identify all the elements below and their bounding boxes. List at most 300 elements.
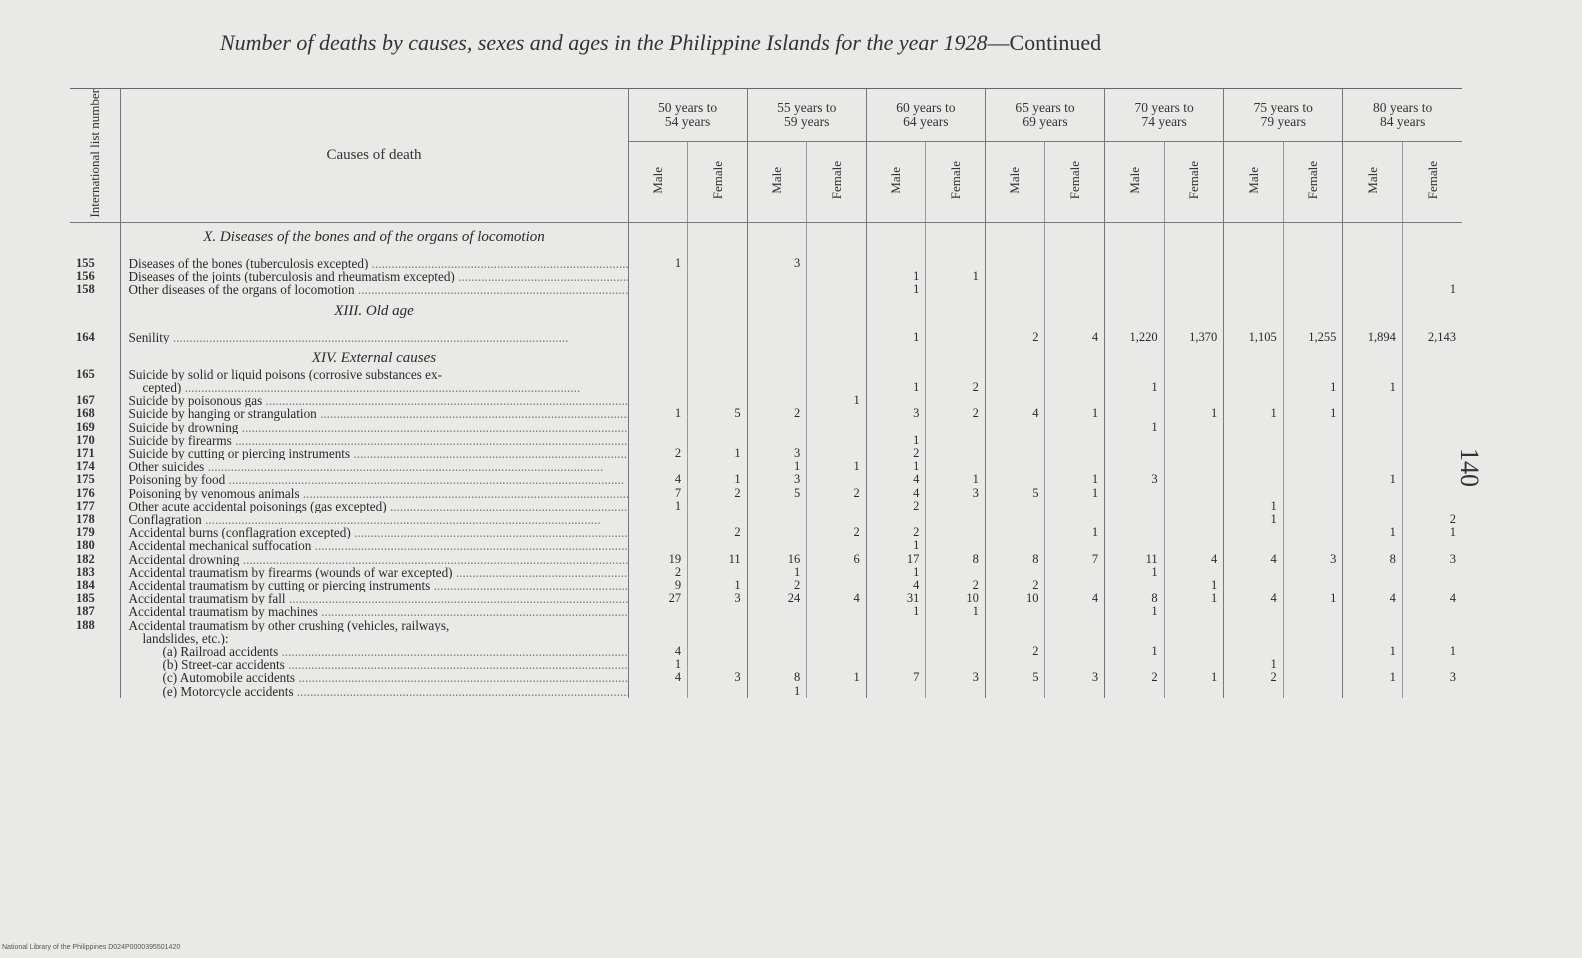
- table-row: [70, 283, 1462, 296]
- male-count: [1224, 579, 1284, 592]
- male-count: [985, 619, 1045, 632]
- female-count: [807, 407, 867, 420]
- male-count: [747, 283, 807, 296]
- female-count: [688, 257, 748, 270]
- list-number: 184: [76, 579, 95, 593]
- female-count: [807, 270, 867, 283]
- female-count: 8: [926, 553, 986, 566]
- table-row: [70, 579, 1462, 592]
- cause-of-death: [120, 500, 628, 513]
- male-count: [866, 619, 926, 632]
- male-count: [1343, 394, 1403, 407]
- female-count: [807, 331, 867, 344]
- table-row: [70, 460, 1462, 473]
- male-count: 8: [1105, 592, 1165, 605]
- list-number: [70, 658, 120, 671]
- table-row: [70, 407, 1462, 420]
- cause-label: landslides, etc.):: [142, 631, 229, 646]
- male-count: [747, 331, 807, 344]
- female-count: 1: [807, 460, 867, 473]
- male-count: [1343, 368, 1403, 381]
- female-count: 2: [926, 579, 986, 592]
- male-count: [1105, 685, 1165, 698]
- female-count: [688, 566, 748, 579]
- female-count: [1045, 283, 1105, 296]
- list-number: [70, 671, 120, 684]
- table-row: [70, 685, 1462, 698]
- male-count: [628, 421, 688, 434]
- male-count: [1224, 645, 1284, 658]
- female-count: [1164, 539, 1224, 552]
- male-count: [628, 685, 688, 698]
- female-count: 10: [926, 592, 986, 605]
- cause-of-death: [120, 526, 628, 539]
- female-count: [1402, 473, 1462, 486]
- list-number: 174: [76, 460, 95, 474]
- cause-label: Diseases of the bones (tuberculosis excepted): [128, 257, 369, 271]
- cause-label: Diseases of the joints (tuberculosis and rheumatism excepted): [128, 270, 455, 284]
- list-number: [70, 632, 120, 645]
- female-count: [1164, 566, 1224, 579]
- male-count: [866, 658, 926, 671]
- female-count: [1045, 394, 1105, 407]
- female-count: 1: [1402, 526, 1462, 539]
- male-count: 10: [985, 592, 1045, 605]
- list-number: 169: [76, 420, 95, 434]
- female-count: [1045, 632, 1105, 645]
- female-count: [688, 539, 748, 552]
- female-count: [926, 447, 986, 460]
- female-count: 1: [807, 671, 867, 684]
- table-row: [70, 434, 1462, 447]
- age-group-header: 65 years to 69 years: [985, 89, 1104, 142]
- cause-label: Suicide by poisonous gas: [128, 394, 263, 408]
- cause-label: Accidental traumatism by firearms (wounds of war excepted): [128, 565, 453, 580]
- male-count: [747, 421, 807, 434]
- male-count: 3: [747, 257, 807, 270]
- female-count: 1: [1045, 526, 1105, 539]
- male-count: 31: [866, 592, 926, 605]
- female-count: 2: [688, 487, 748, 500]
- male-count: [1224, 257, 1284, 270]
- female-count: 1: [1045, 473, 1105, 486]
- male-count: [1224, 526, 1284, 539]
- female-count: 1: [1164, 671, 1224, 684]
- male-count: 2: [747, 407, 807, 420]
- male-count: 16: [747, 553, 807, 566]
- male-count: [985, 447, 1045, 460]
- female-count: [807, 421, 867, 434]
- list-number: [70, 645, 120, 658]
- male-count: 19: [628, 553, 688, 566]
- female-count: 3: [926, 671, 986, 684]
- female-count: [1402, 539, 1462, 552]
- male-count: 4: [866, 473, 926, 486]
- cause-of-death: [120, 592, 628, 605]
- male-count: 4: [866, 579, 926, 592]
- male-header: Male: [866, 142, 926, 223]
- male-count: 1: [1105, 645, 1165, 658]
- male-count: [1343, 619, 1403, 632]
- male-count: 1: [866, 460, 926, 473]
- table-row: [70, 270, 1462, 283]
- female-count: [688, 685, 748, 698]
- male-count: 2: [985, 579, 1045, 592]
- female-count: 3: [1402, 553, 1462, 566]
- female-count: [1283, 460, 1343, 473]
- list-number: 188: [76, 618, 95, 632]
- list-number: 187: [76, 605, 95, 619]
- female-count: [807, 658, 867, 671]
- cause-of-death: [120, 421, 628, 434]
- male-count: [1105, 632, 1165, 645]
- table-row: [70, 605, 1462, 618]
- table-row: [70, 381, 1462, 394]
- table-row: [70, 553, 1462, 566]
- male-count: [985, 473, 1045, 486]
- cause-of-death: [120, 579, 628, 592]
- cause-label: (b) Street-car accidents: [162, 658, 285, 672]
- female-count: [926, 526, 986, 539]
- male-count: 1: [628, 257, 688, 270]
- female-count: [926, 331, 986, 344]
- female-count: [1283, 579, 1343, 592]
- male-header: Male: [985, 142, 1045, 223]
- section-title: XIV. External causes: [120, 344, 628, 368]
- male-count: [1105, 434, 1165, 447]
- cause-of-death: [120, 487, 628, 500]
- male-count: [1224, 394, 1284, 407]
- section-old-age: [70, 297, 1462, 321]
- male-count: 1: [866, 283, 926, 296]
- male-count: [1343, 487, 1403, 500]
- female-count: [1164, 421, 1224, 434]
- female-count: 4: [1045, 592, 1105, 605]
- male-header: Male: [747, 142, 807, 223]
- male-count: 4: [985, 407, 1045, 420]
- female-count: [1045, 368, 1105, 381]
- male-count: 1: [1343, 526, 1403, 539]
- female-count: 2: [688, 526, 748, 539]
- female-count: [1283, 566, 1343, 579]
- female-count: 1: [926, 605, 986, 618]
- female-count: [807, 473, 867, 486]
- female-count: [1045, 513, 1105, 526]
- female-count: [1164, 434, 1224, 447]
- male-count: [747, 368, 807, 381]
- female-count: [926, 257, 986, 270]
- female-count: [1402, 500, 1462, 513]
- male-count: [985, 421, 1045, 434]
- female-count: [688, 421, 748, 434]
- page-title: [220, 30, 1340, 56]
- female-count: 1: [1045, 487, 1105, 500]
- female-count: [807, 434, 867, 447]
- male-header: Male: [628, 142, 688, 223]
- female-count: 1: [1402, 645, 1462, 658]
- female-count: [688, 645, 748, 658]
- male-count: [628, 434, 688, 447]
- female-count: [926, 513, 986, 526]
- cause-of-death: [120, 447, 628, 460]
- female-header: Female: [1045, 142, 1105, 223]
- male-count: [1224, 460, 1284, 473]
- female-count: [926, 566, 986, 579]
- cause-label: Accidental traumatism by fall: [128, 592, 286, 606]
- list-number: 179: [76, 526, 95, 540]
- male-count: [1224, 632, 1284, 645]
- male-count: 2: [866, 447, 926, 460]
- cause-of-death: [120, 539, 628, 552]
- cause-label: Suicide by solid or liquid poisons (corrosive substances ex-: [128, 367, 443, 382]
- male-count: 4: [1343, 592, 1403, 605]
- list-number: 158: [76, 283, 95, 297]
- male-count: [1224, 487, 1284, 500]
- female-count: [1164, 605, 1224, 618]
- male-count: 1: [747, 566, 807, 579]
- female-count: [926, 434, 986, 447]
- female-count: [1283, 368, 1343, 381]
- list-number: 180: [76, 539, 95, 553]
- female-count: [1164, 500, 1224, 513]
- male-count: [628, 513, 688, 526]
- statistics-table-wrapper: [70, 88, 1462, 698]
- cause-of-death: [120, 368, 628, 381]
- female-count: 3: [926, 487, 986, 500]
- male-count: [985, 270, 1045, 283]
- female-count: 11: [688, 553, 748, 566]
- female-count: [807, 381, 867, 394]
- male-count: [1224, 270, 1284, 283]
- cause-of-death: [120, 460, 628, 473]
- female-count: [1045, 579, 1105, 592]
- female-count: 4: [807, 592, 867, 605]
- male-count: 1,105: [1224, 331, 1284, 344]
- female-count: 2: [926, 407, 986, 420]
- list-number: 176: [76, 486, 95, 500]
- male-count: 8: [747, 671, 807, 684]
- table-row: [70, 447, 1462, 460]
- female-count: [688, 381, 748, 394]
- male-count: [985, 526, 1045, 539]
- male-count: [628, 381, 688, 394]
- male-count: 24: [747, 592, 807, 605]
- male-count: 1: [628, 407, 688, 420]
- female-count: [807, 539, 867, 552]
- female-count: [688, 270, 748, 283]
- cause-of-death: [120, 658, 628, 671]
- cause-of-death: [120, 605, 628, 618]
- female-count: [1164, 270, 1224, 283]
- male-count: [628, 539, 688, 552]
- female-count: [1283, 487, 1343, 500]
- female-count: [1045, 460, 1105, 473]
- male-count: 1: [747, 685, 807, 698]
- male-count: [1343, 283, 1403, 296]
- table-row: [70, 487, 1462, 500]
- table-row: [70, 539, 1462, 552]
- female-count: 4: [1164, 553, 1224, 566]
- female-count: [1283, 539, 1343, 552]
- female-count: [807, 579, 867, 592]
- male-count: 9: [628, 579, 688, 592]
- female-count: 1: [1164, 407, 1224, 420]
- female-count: [1283, 434, 1343, 447]
- male-count: 1: [866, 539, 926, 552]
- list-number: 171: [76, 447, 95, 461]
- cause-of-death: [120, 257, 628, 270]
- male-count: 1: [866, 331, 926, 344]
- female-count: 1,255: [1283, 331, 1343, 344]
- female-count: [1402, 619, 1462, 632]
- female-count: [1164, 447, 1224, 460]
- male-count: [1105, 539, 1165, 552]
- male-count: [985, 283, 1045, 296]
- female-count: 3: [1402, 671, 1462, 684]
- cause-label: Suicide by firearms: [128, 433, 232, 448]
- cause-label: Poisoning by venomous animals: [128, 486, 300, 500]
- female-count: [1045, 500, 1105, 513]
- male-count: 1: [1343, 473, 1403, 486]
- female-count: [688, 632, 748, 645]
- female-count: 1: [1164, 592, 1224, 605]
- female-count: [1045, 619, 1105, 632]
- male-count: [1343, 513, 1403, 526]
- cause-label: Other diseases of the organs of locomotion: [128, 283, 355, 297]
- female-count: [807, 368, 867, 381]
- female-count: [1283, 394, 1343, 407]
- female-count: [1283, 257, 1343, 270]
- cause-label: Accidental traumatism by machines: [128, 605, 318, 619]
- female-count: 1: [1164, 579, 1224, 592]
- female-count: [688, 368, 748, 381]
- female-count: [807, 447, 867, 460]
- male-count: [985, 605, 1045, 618]
- female-count: [807, 632, 867, 645]
- female-count: [688, 283, 748, 296]
- female-count: [1045, 685, 1105, 698]
- female-header: Female: [688, 142, 748, 223]
- female-count: 1,370: [1164, 331, 1224, 344]
- cause-label: Senility: [128, 330, 170, 344]
- male-count: [866, 421, 926, 434]
- male-count: 1: [866, 270, 926, 283]
- female-count: [1045, 434, 1105, 447]
- cause-of-death: [120, 685, 628, 698]
- cause-of-death: [120, 473, 628, 486]
- table-row: [70, 592, 1462, 605]
- male-count: [1343, 539, 1403, 552]
- female-count: [1164, 526, 1224, 539]
- female-count: [926, 685, 986, 698]
- male-count: [1224, 566, 1284, 579]
- female-header: Female: [926, 142, 986, 223]
- male-count: [1105, 270, 1165, 283]
- male-count: 1: [1105, 421, 1165, 434]
- female-count: [1164, 473, 1224, 486]
- female-count: 3: [688, 592, 748, 605]
- age-group-header: 75 years to 79 years: [1224, 89, 1343, 142]
- male-count: [985, 513, 1045, 526]
- female-count: 6: [807, 553, 867, 566]
- male-count: 2: [985, 331, 1045, 344]
- female-count: [1402, 579, 1462, 592]
- female-count: [1283, 605, 1343, 618]
- male-count: [1343, 257, 1403, 270]
- female-count: [1283, 283, 1343, 296]
- male-count: [1105, 579, 1165, 592]
- female-count: [1283, 421, 1343, 434]
- male-count: 2: [985, 645, 1045, 658]
- male-count: [1105, 447, 1165, 460]
- female-count: [1164, 658, 1224, 671]
- female-count: [1283, 513, 1343, 526]
- female-header: Female: [1164, 142, 1224, 223]
- male-count: [1343, 632, 1403, 645]
- male-count: 1,894: [1343, 331, 1403, 344]
- female-count: [688, 460, 748, 473]
- female-count: [1283, 685, 1343, 698]
- female-count: 1: [688, 447, 748, 460]
- list-number: 170: [76, 433, 95, 447]
- female-count: [1402, 381, 1462, 394]
- female-count: [1164, 685, 1224, 698]
- female-count: [1164, 381, 1224, 394]
- male-count: 1: [866, 381, 926, 394]
- male-count: [628, 331, 688, 344]
- list-number: 165: [76, 367, 95, 381]
- male-count: [1343, 434, 1403, 447]
- female-count: 4: [1045, 331, 1105, 344]
- male-count: 2: [628, 566, 688, 579]
- male-count: 2: [1105, 671, 1165, 684]
- female-count: 1: [1283, 381, 1343, 394]
- male-count: [628, 619, 688, 632]
- list-number: 182: [76, 552, 95, 566]
- list-number: 183: [76, 565, 95, 579]
- male-count: [628, 526, 688, 539]
- male-count: 17: [866, 553, 926, 566]
- female-count: [1283, 270, 1343, 283]
- female-count: [926, 368, 986, 381]
- male-count: 1: [1105, 605, 1165, 618]
- male-count: 4: [1224, 592, 1284, 605]
- female-count: [1045, 539, 1105, 552]
- male-count: [866, 513, 926, 526]
- male-count: [1105, 526, 1165, 539]
- female-count: [926, 460, 986, 473]
- list-number: 178: [76, 513, 95, 527]
- male-count: [1105, 619, 1165, 632]
- female-count: 1: [1283, 407, 1343, 420]
- male-count: [628, 632, 688, 645]
- female-count: [1045, 257, 1105, 270]
- cause-label: Accidental drowning: [128, 552, 240, 566]
- female-count: 1: [807, 394, 867, 407]
- male-count: [747, 381, 807, 394]
- female-count: [688, 605, 748, 618]
- male-count: 3: [866, 407, 926, 420]
- female-count: 3: [1045, 671, 1105, 684]
- female-count: [1283, 671, 1343, 684]
- female-count: [807, 283, 867, 296]
- male-count: [985, 685, 1045, 698]
- male-count: [1343, 270, 1403, 283]
- male-count: [1224, 605, 1284, 618]
- cause-label: (c) Automobile accidents: [162, 671, 296, 685]
- male-count: 4: [628, 473, 688, 486]
- female-count: [807, 645, 867, 658]
